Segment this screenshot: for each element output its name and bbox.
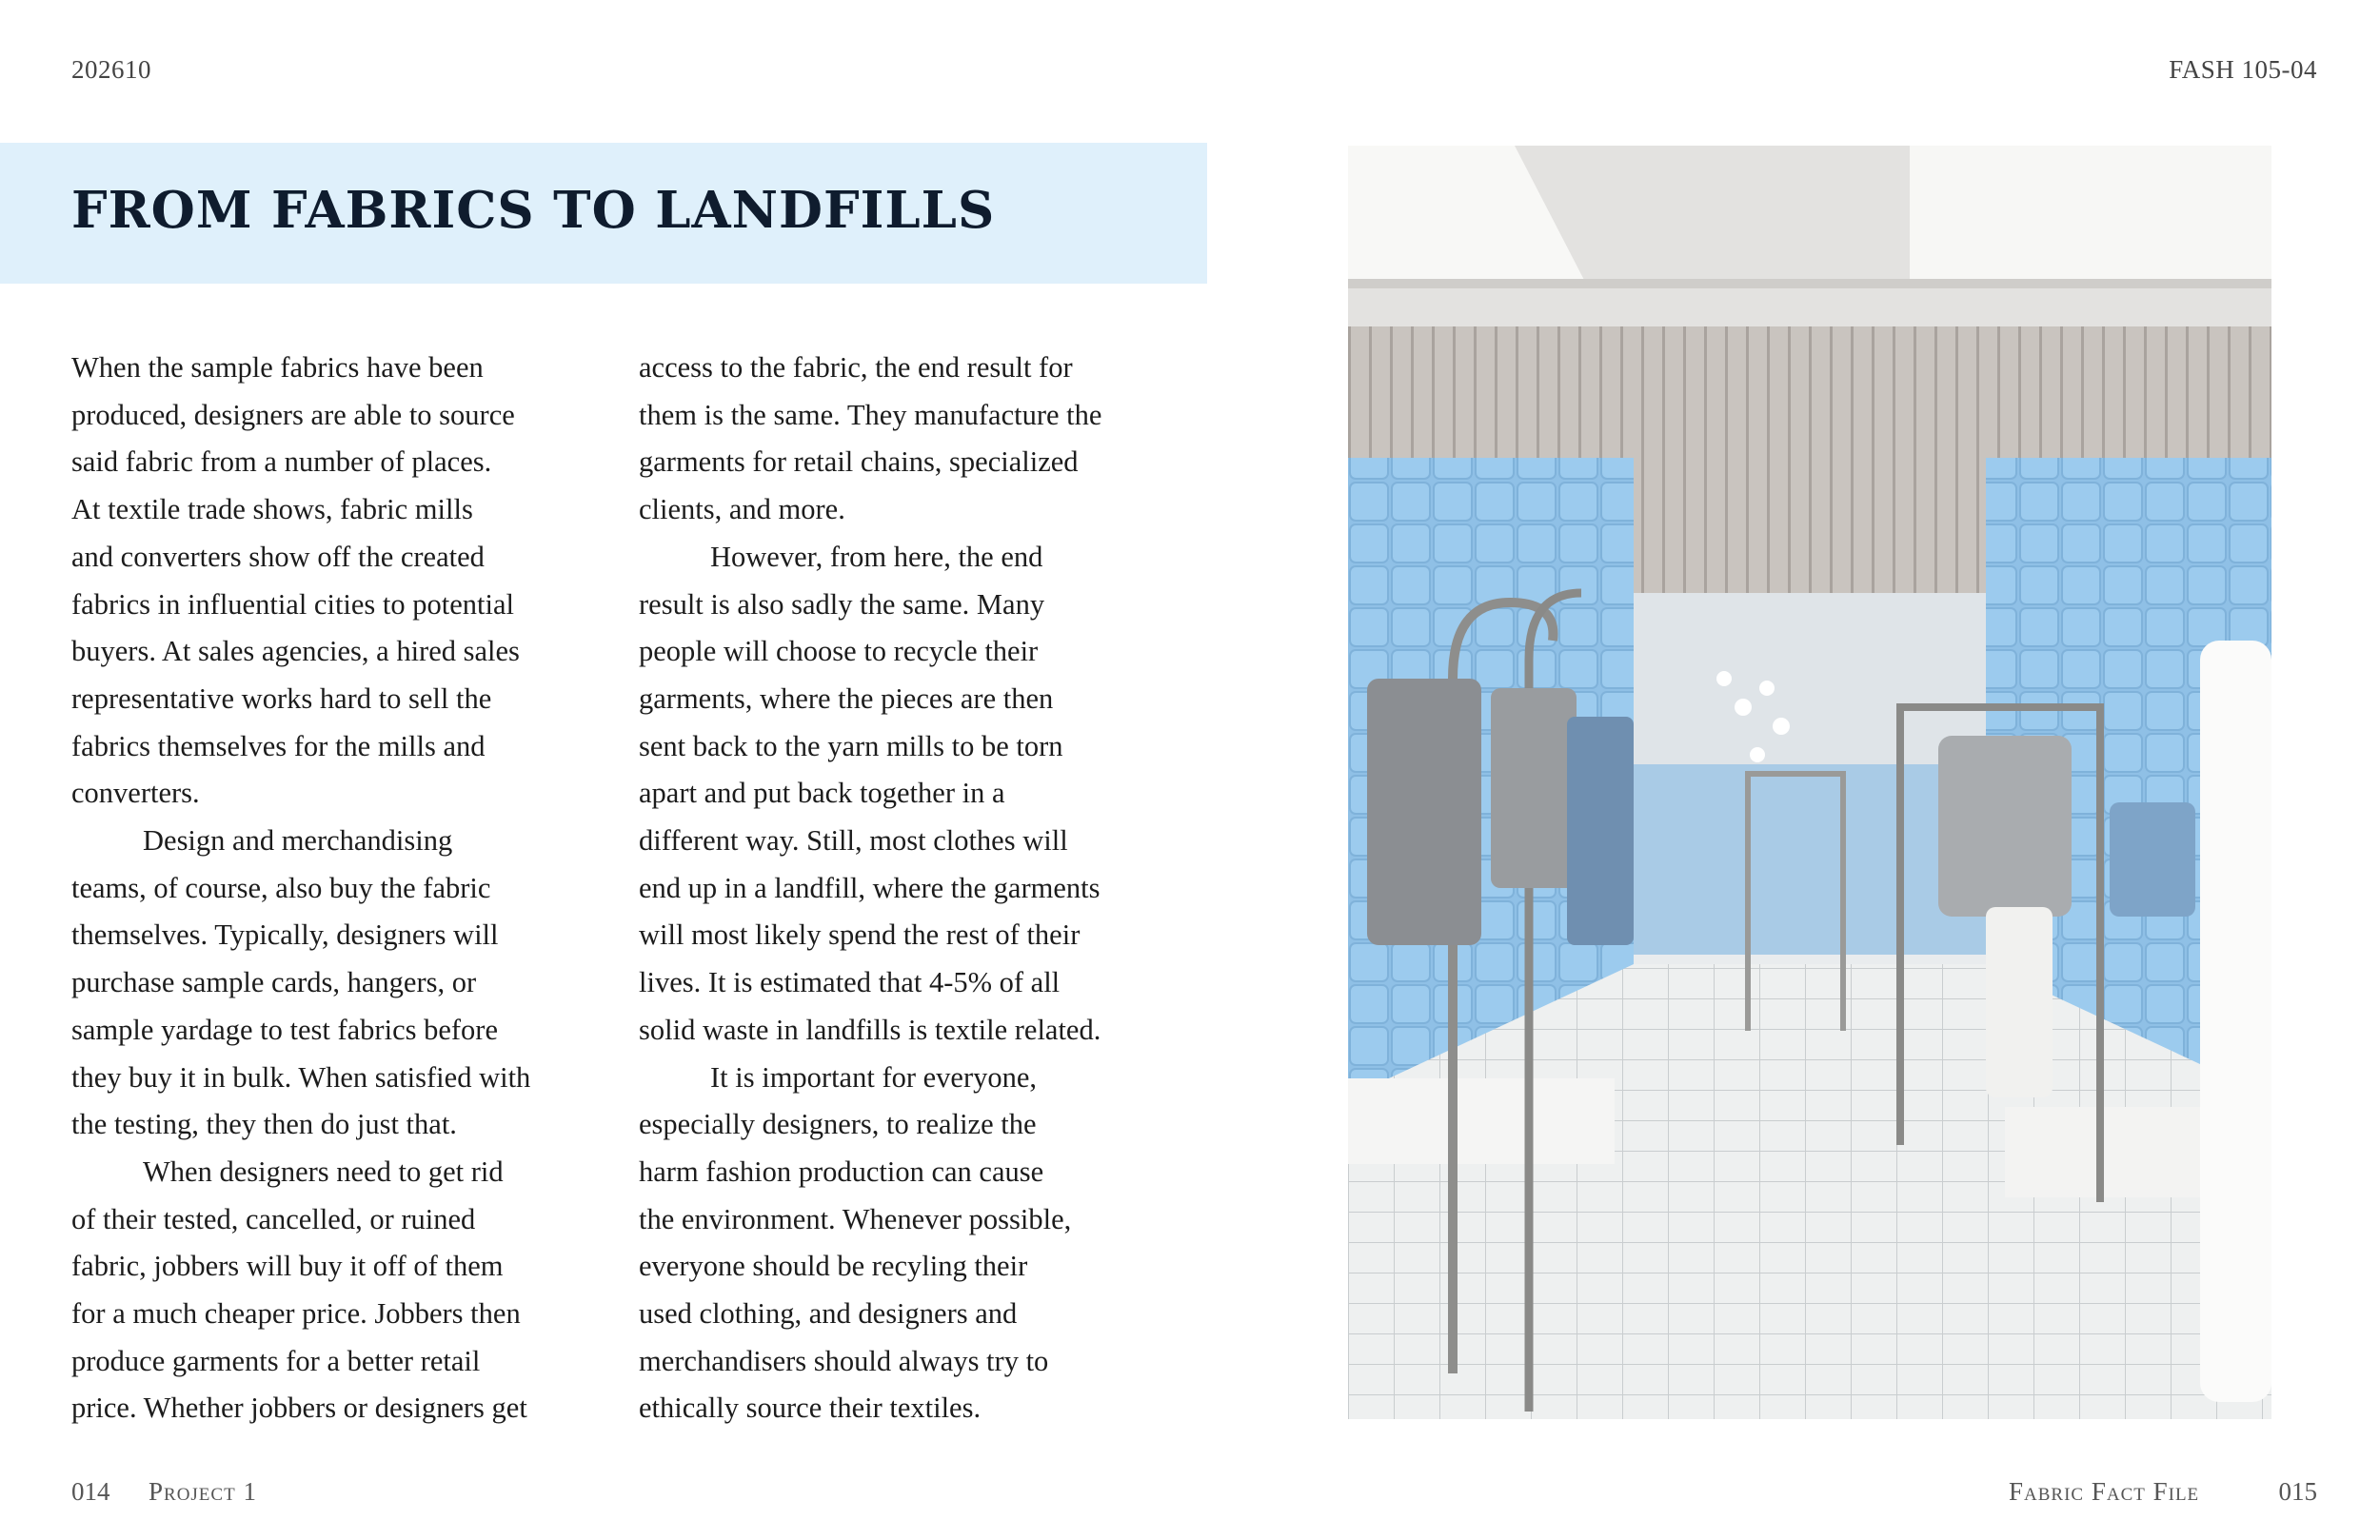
text-line: used clothing, and designers and (639, 1297, 1018, 1331)
text-line: will most likely spend the rest of their (639, 918, 1081, 952)
text-line: of their tested, cancelled, or ruined (71, 1202, 476, 1235)
text-line: When the sample fabrics have been (71, 351, 484, 384)
text-line: sent back to the yarn mills to be torn (639, 729, 1063, 762)
text-line: said fabric from a number of places. (71, 445, 492, 479)
footer-page-number-right: 015 (2278, 1477, 2317, 1506)
text-column-right (639, 345, 1153, 1432)
text-line: themselves. Typically, designers will (71, 918, 499, 952)
text-line: produced, designers are able to source (71, 398, 515, 431)
text-line: fabric, jobbers will buy it off of them (71, 1250, 504, 1283)
text-line: end up in a landfill, where the garments (639, 871, 1101, 904)
footer-file-name: Fabric Fact File (2009, 1477, 2200, 1506)
text-line: lives. It is estimated that 4-5% of all (639, 966, 1061, 999)
page-title: FROM FABRICS TO LANDFILLS (71, 181, 996, 240)
text-line: produce garments for a better retail (71, 1344, 481, 1377)
text-line: fabrics themselves for the mills and (71, 729, 486, 762)
text-line: they buy it in bulk. When satisfied with (71, 1060, 531, 1094)
text-line: garments, where the pieces are then (639, 681, 1054, 715)
text-line: for a much cheaper price. Jobbers then (71, 1297, 521, 1331)
text-line: especially designers, to realize the (639, 1108, 1037, 1141)
text-line: result is also sadly the same. Many (639, 587, 1045, 621)
text-line: purchase sample cards, hangers, or (71, 966, 477, 999)
text-line: the testing, they then do just that. (71, 1108, 457, 1141)
text-line: solid waste in landfills is textile related. (639, 1013, 1101, 1046)
text-line: clients, and more. (639, 493, 845, 526)
text-line: converters. (71, 777, 200, 810)
text-line: apart and put back together in a (639, 777, 1005, 810)
text-line: different way. Still, most clothes will (639, 824, 1068, 858)
text-line: buyers. At sales agencies, a hired sales (71, 635, 520, 668)
text-line: representative works hard to sell the (71, 681, 492, 715)
text-line: fabrics in influential cities to potential (71, 587, 514, 621)
text-line: garments for retail chains, specialized (639, 445, 1079, 479)
footer-project-label: Project 1 (149, 1477, 257, 1506)
text-line: Design and merchandising (143, 824, 453, 858)
text-line: everyone should be recyling their (639, 1250, 1028, 1283)
text-line: price. Whether jobbers or designers get (71, 1392, 527, 1425)
text-line: It is important for everyone, (710, 1060, 1038, 1094)
text-line: When designers need to get rid (143, 1155, 504, 1188)
text-line: However, from here, the end (710, 540, 1043, 573)
header-course-code: FASH 105-04 (2169, 55, 2317, 84)
text-column-left (71, 345, 585, 1432)
text-line: and converters show off the created (71, 540, 485, 573)
text-line: At textile trade shows, fabric mills (71, 493, 473, 526)
text-line: them is the same. They manufacture the (639, 398, 1102, 431)
text-line: sample yardage to test fabrics before (71, 1013, 498, 1046)
store-interior-photo (1348, 146, 2271, 1419)
text-line: the environment. Whenever possible, (639, 1202, 1072, 1235)
text-line: ethically source their textiles. (639, 1392, 982, 1425)
footer-page-number-left: 014 (71, 1477, 110, 1506)
text-line: harm fashion production can cause (639, 1155, 1044, 1188)
text-line: people will choose to recycle their (639, 635, 1039, 668)
text-line: teams, of course, also buy the fabric (71, 871, 491, 904)
header-term: 202610 (71, 55, 151, 84)
text-line: merchandisers should always try to (639, 1344, 1049, 1377)
text-line: access to the fabric, the end result for (639, 351, 1073, 384)
